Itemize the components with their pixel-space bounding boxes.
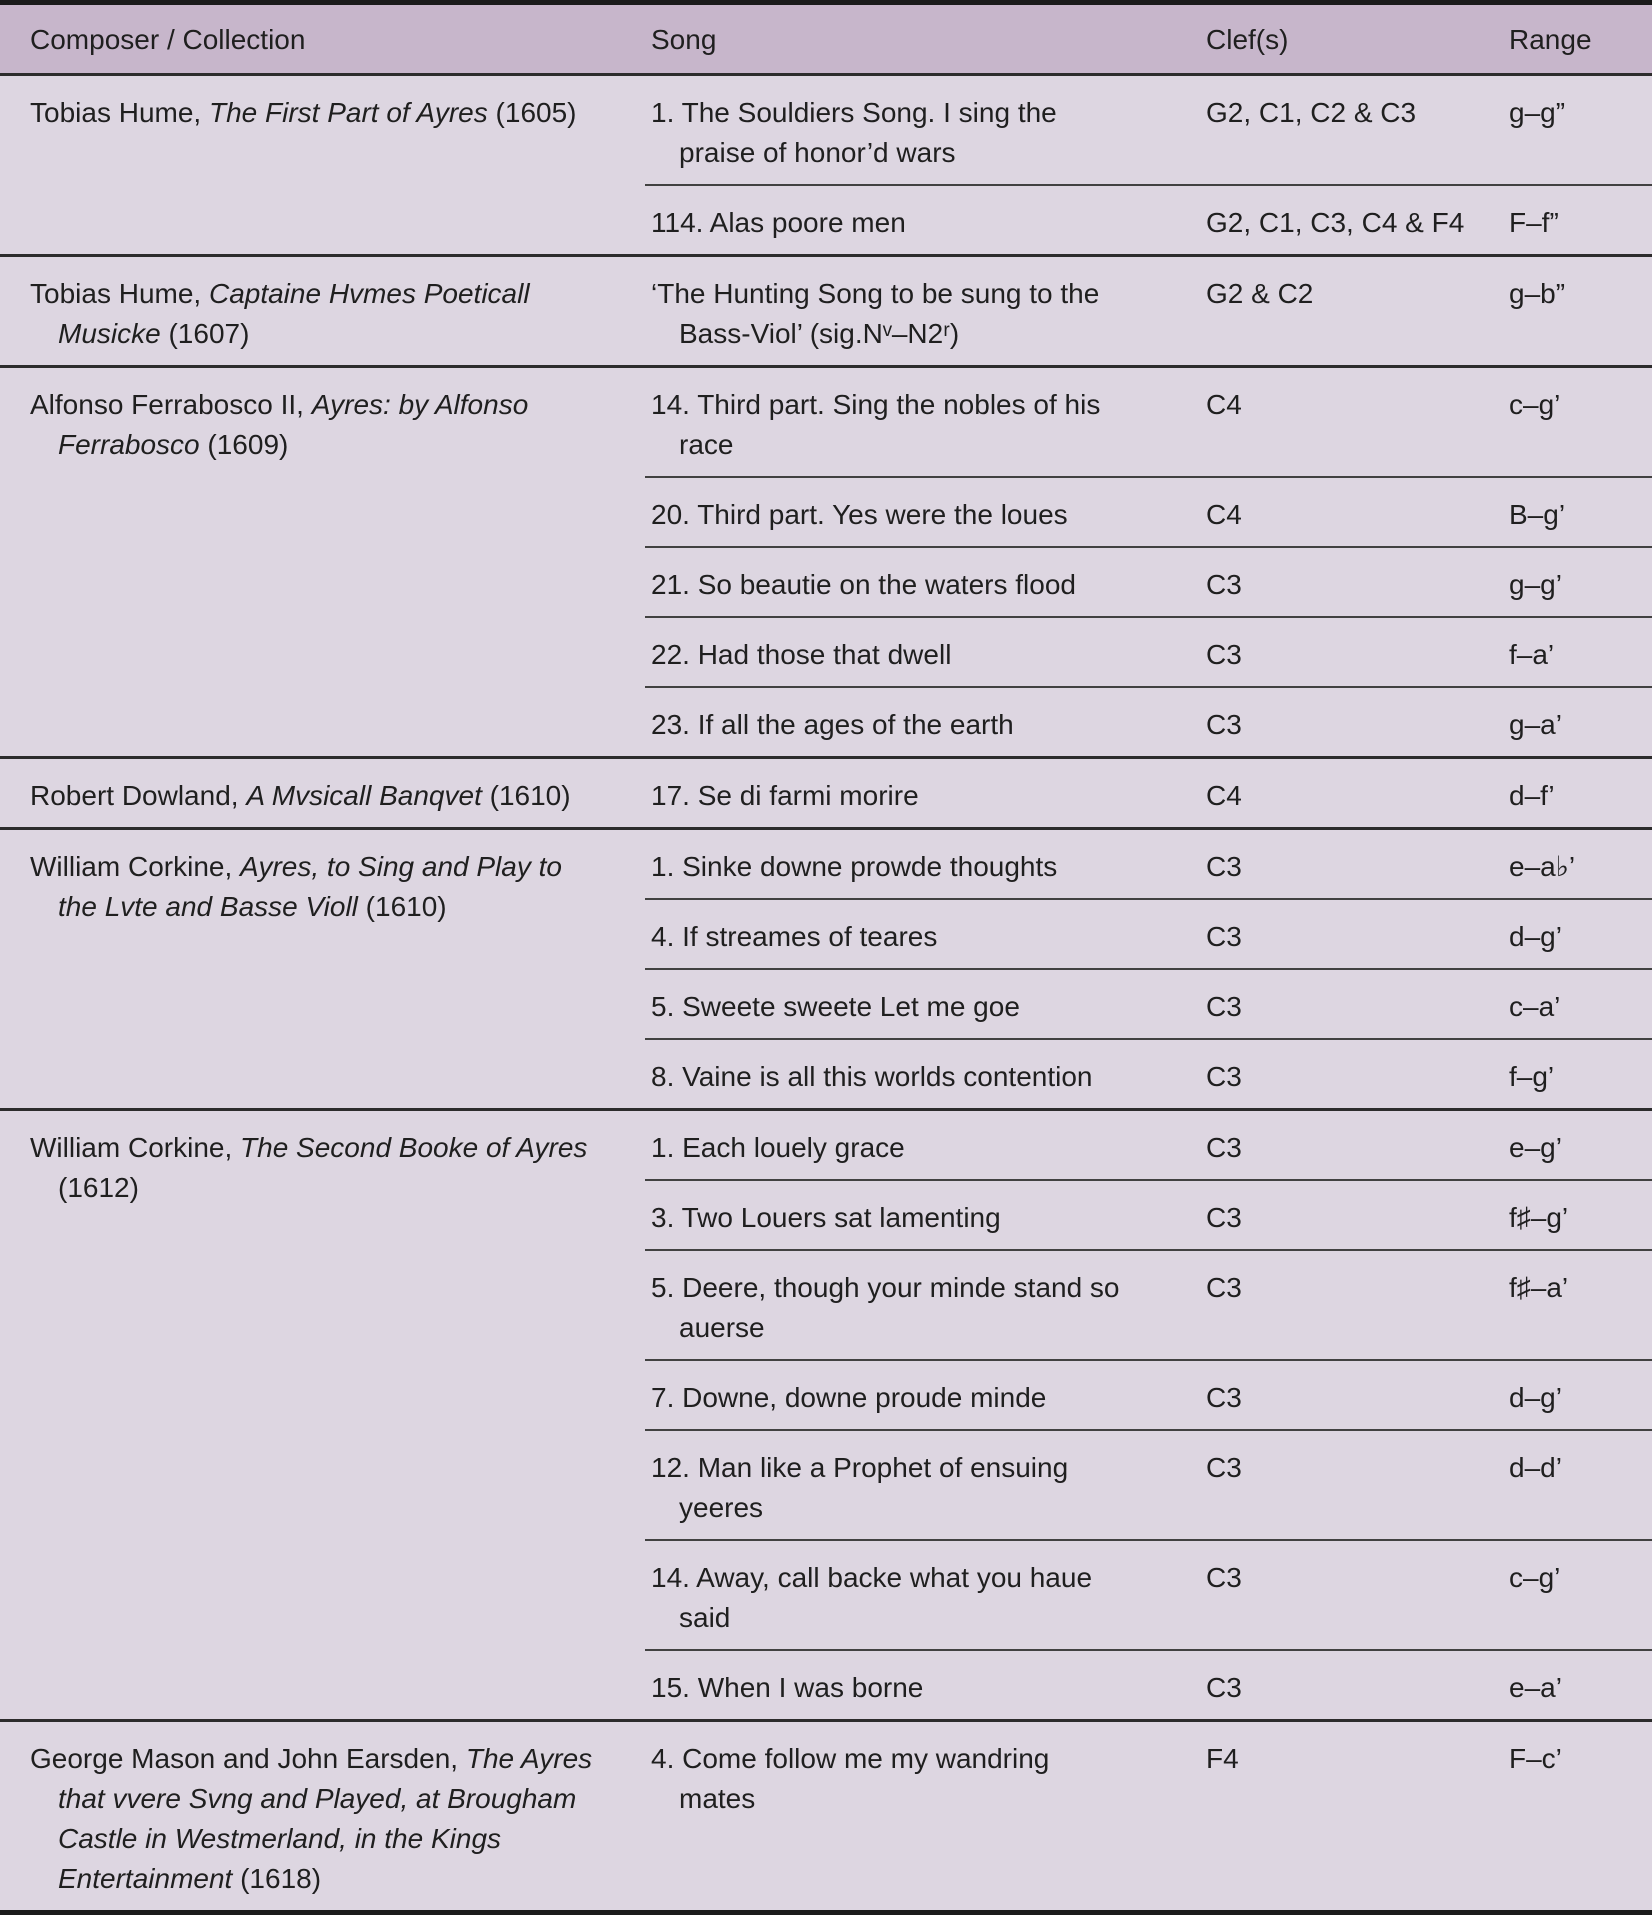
composer-name: Tobias Hume, bbox=[30, 97, 209, 128]
song-title: 5. Sweete sweete Let me goe bbox=[651, 991, 1020, 1022]
clefs-cell: C3 bbox=[1200, 1360, 1503, 1430]
range-cell: g–g” bbox=[1503, 75, 1652, 186]
range-cell: f♯–a’ bbox=[1503, 1250, 1652, 1360]
composer-collection bbox=[30, 1739, 605, 1899]
composer-name: William Corkine, bbox=[30, 851, 241, 882]
composer-collection bbox=[30, 1128, 605, 1208]
song-cell bbox=[645, 547, 1200, 617]
clefs-cell: C3 bbox=[1200, 1650, 1503, 1721]
song-title: 21. So beautie on the waters flood bbox=[651, 569, 1076, 600]
song-cell bbox=[645, 1721, 1200, 1913]
composer-name: Robert Dowland, bbox=[30, 780, 247, 811]
song-cell bbox=[645, 829, 1200, 900]
range-cell: g–g’ bbox=[1503, 547, 1652, 617]
composer-name: William Corkine, bbox=[30, 1132, 241, 1163]
collection-year: (1607) bbox=[160, 318, 250, 349]
composer-cell bbox=[0, 829, 645, 1110]
collection-title: Captaine Hvmes Poeticall Musicke bbox=[58, 278, 530, 349]
song-cell bbox=[645, 1650, 1200, 1721]
range-cell: e–a♭’ bbox=[1503, 829, 1652, 900]
composer-collection bbox=[30, 776, 605, 816]
range-cell: d–f’ bbox=[1503, 758, 1652, 829]
clefs-cell: C4 bbox=[1200, 758, 1503, 829]
collection-year: (1610) bbox=[357, 891, 447, 922]
composer-name: George Mason and John Earsden, bbox=[30, 1743, 466, 1774]
song-cell bbox=[645, 256, 1200, 367]
range-cell: e–a’ bbox=[1503, 1650, 1652, 1721]
table-row bbox=[0, 1110, 1652, 1181]
composer-collection bbox=[30, 847, 605, 927]
clefs-cell: C3 bbox=[1200, 547, 1503, 617]
composer-cell bbox=[0, 1110, 645, 1721]
col-header-range: Range bbox=[1503, 3, 1652, 75]
song-title: 17. Se di farmi morire bbox=[651, 780, 919, 811]
table-row bbox=[0, 75, 1652, 186]
collection-year: (1605) bbox=[487, 97, 577, 128]
song-title: ‘The Hunting Song to be sung to the Bass-Viol’ (sig.Nᵛ–N2ʳ) bbox=[651, 278, 1100, 349]
range-cell: f♯–g’ bbox=[1503, 1180, 1652, 1250]
range-cell: c–a’ bbox=[1503, 969, 1652, 1039]
song-title: 4. If streames of teares bbox=[651, 921, 938, 952]
table-row bbox=[0, 1721, 1652, 1913]
clefs-cell: C4 bbox=[1200, 367, 1503, 478]
song-title: 8. Vaine is all this worlds contention bbox=[651, 1061, 1093, 1092]
song-title: 14. Away, call backe what you haue said bbox=[651, 1562, 1093, 1633]
range-cell: f–g’ bbox=[1503, 1039, 1652, 1110]
clefs-cell: G2, C1, C3, C4 & F4 bbox=[1200, 185, 1503, 256]
song-cell bbox=[645, 1039, 1200, 1110]
range-cell: d–d’ bbox=[1503, 1430, 1652, 1540]
composer-cell bbox=[0, 367, 645, 758]
song-title: 7. Downe, downe proude minde bbox=[651, 1382, 1047, 1413]
range-cell: B–g’ bbox=[1503, 477, 1652, 547]
header-row bbox=[0, 3, 1652, 75]
table-row bbox=[0, 758, 1652, 829]
clefs-cell: C3 bbox=[1200, 1180, 1503, 1250]
range-cell: F–f” bbox=[1503, 185, 1652, 256]
song-cell bbox=[645, 185, 1200, 256]
song-cell bbox=[645, 367, 1200, 478]
collection-title: The Ayres that vvere Svng and Played, at Brougham Castle in Westmerland, in the Kings Entertainment bbox=[58, 1743, 593, 1894]
clefs-cell: G2, C1, C2 & C3 bbox=[1200, 75, 1503, 186]
song-title: 1. Each louely grace bbox=[651, 1132, 905, 1163]
collection-title: The Second Booke of Ayres bbox=[240, 1132, 588, 1163]
song-title: 4. Come follow me my wandring mates bbox=[651, 1743, 1050, 1814]
song-cell bbox=[645, 477, 1200, 547]
collection-year: (1610) bbox=[481, 780, 571, 811]
song-cell bbox=[645, 1360, 1200, 1430]
range-cell: c–g’ bbox=[1503, 367, 1652, 478]
clefs-cell: C3 bbox=[1200, 617, 1503, 687]
composer-collection bbox=[30, 93, 605, 133]
range-cell: e–g’ bbox=[1503, 1110, 1652, 1181]
composer-name: Alfonso Ferrabosco II, bbox=[30, 389, 312, 420]
song-title: 23. If all the ages of the earth bbox=[651, 709, 1014, 740]
range-cell: d–g’ bbox=[1503, 1360, 1652, 1430]
range-cell: f–a’ bbox=[1503, 617, 1652, 687]
song-title: 22. Had those that dwell bbox=[651, 639, 952, 670]
song-title: 1. The Souldiers Song. I sing the praise of honor’d wars bbox=[651, 97, 1057, 168]
collection-title: Ayres, to Sing and Play to the Lvte and Basse Violl bbox=[58, 851, 562, 922]
clefs-cell: C3 bbox=[1200, 1540, 1503, 1650]
clefs-cell: C3 bbox=[1200, 969, 1503, 1039]
collection-year: (1618) bbox=[232, 1863, 322, 1894]
song-cell bbox=[645, 617, 1200, 687]
col-header-composer: Composer / Collection bbox=[0, 3, 645, 75]
composer-collection bbox=[30, 274, 605, 354]
table-row bbox=[0, 829, 1652, 900]
range-cell: d–g’ bbox=[1503, 899, 1652, 969]
composer-collection bbox=[30, 385, 605, 465]
range-cell: g–b” bbox=[1503, 256, 1652, 367]
table-row bbox=[0, 256, 1652, 367]
clefs-cell: C3 bbox=[1200, 1250, 1503, 1360]
composer-cell bbox=[0, 256, 645, 367]
clefs-cell: C4 bbox=[1200, 477, 1503, 547]
song-cell bbox=[645, 969, 1200, 1039]
song-title: 5. Deere, though your minde stand so auerse bbox=[651, 1272, 1120, 1343]
col-header-clefs: Clef(s) bbox=[1200, 3, 1503, 75]
song-cell bbox=[645, 1180, 1200, 1250]
song-title: 15. When I was borne bbox=[651, 1672, 924, 1703]
song-title: 1. Sinke downe prowde thoughts bbox=[651, 851, 1058, 882]
composer-cell bbox=[0, 75, 645, 256]
clefs-cell: F4 bbox=[1200, 1721, 1503, 1913]
collection-title: Ayres: by Alfonso Ferrabosco bbox=[58, 389, 529, 460]
song-title: 3. Two Louers sat lamenting bbox=[651, 1202, 1001, 1233]
range-cell: c–g’ bbox=[1503, 1540, 1652, 1650]
song-title: 12. Man like a Prophet of ensuing yeeres bbox=[651, 1452, 1069, 1523]
composer-cell bbox=[0, 758, 645, 829]
song-cell bbox=[645, 1250, 1200, 1360]
table-row bbox=[0, 367, 1652, 478]
range-cell: g–a’ bbox=[1503, 687, 1652, 758]
clefs-cell: C3 bbox=[1200, 687, 1503, 758]
clefs-cell: C3 bbox=[1200, 1430, 1503, 1540]
clefs-cell: C3 bbox=[1200, 899, 1503, 969]
composer-name: Tobias Hume, bbox=[30, 278, 209, 309]
collection-title: A Mvsicall Banqvet bbox=[246, 780, 482, 811]
clefs-cell: G2 & C2 bbox=[1200, 256, 1503, 367]
clefs-cell: C3 bbox=[1200, 1039, 1503, 1110]
clefs-cell: C3 bbox=[1200, 829, 1503, 900]
song-title: 114. Alas poore men bbox=[651, 207, 906, 238]
song-cell bbox=[645, 687, 1200, 758]
collection-year: (1612) bbox=[58, 1172, 139, 1203]
song-cell bbox=[645, 1110, 1200, 1181]
collection-year: (1609) bbox=[199, 429, 289, 460]
song-cell bbox=[645, 75, 1200, 186]
col-header-song: Song bbox=[645, 3, 1200, 75]
collection-title: The First Part of Ayres bbox=[208, 97, 488, 128]
song-title: 20. Third part. Yes were the loues bbox=[651, 499, 1068, 530]
song-cell bbox=[645, 1540, 1200, 1650]
range-cell: F–c’ bbox=[1503, 1721, 1652, 1913]
clefs-cell: C3 bbox=[1200, 1110, 1503, 1181]
song-cell bbox=[645, 1430, 1200, 1540]
composer-cell bbox=[0, 1721, 645, 1913]
song-title: 14. Third part. Sing the nobles of his race bbox=[651, 389, 1101, 460]
song-cell bbox=[645, 899, 1200, 969]
song-cell bbox=[645, 758, 1200, 829]
